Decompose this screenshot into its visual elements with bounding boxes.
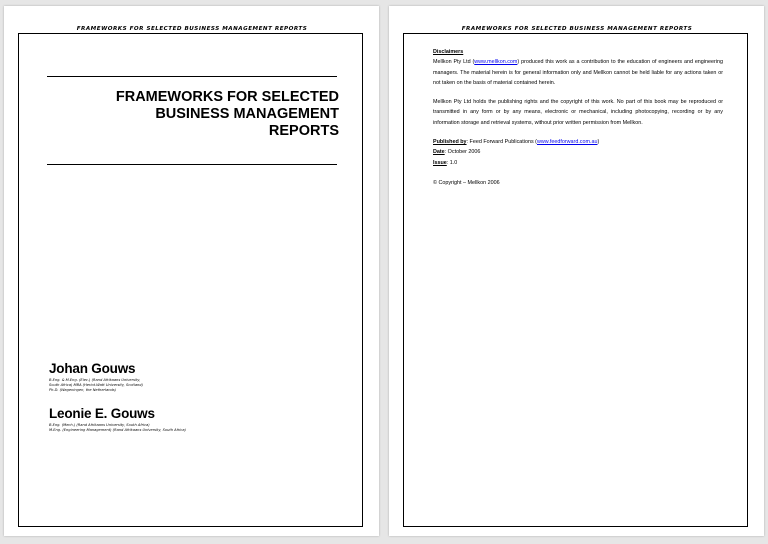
cover-title-line: FRAMEWORKS FOR SELECTED <box>115 89 339 105</box>
issue-value: : 1.0 <box>446 159 458 166</box>
cover-title-line: REPORTS <box>268 123 339 139</box>
cover-title-line: BUSINESS MANAGEMENT <box>155 106 339 122</box>
imprint-section <box>433 47 723 188</box>
credential-line: South Africa) MBA (Heriot-Watt University, Scotland) <box>49 383 143 387</box>
date-label: Date <box>433 149 445 156</box>
issue-label: Issue <box>433 159 447 166</box>
published-label: Published by <box>433 139 467 146</box>
author-block <box>49 361 143 393</box>
disclaimer-paragraph <box>433 57 723 88</box>
running-header: FRAMEWORKS FOR SELECTED BUSINESS MANAGEMENT REPORTS <box>76 26 308 32</box>
date-value: : October 2006 <box>444 149 481 156</box>
running-header: FRAMEWORKS FOR SELECTED BUSINESS MANAGEMENT REPORTS <box>461 26 693 32</box>
header-rule <box>47 33 337 34</box>
rights-paragraph: Mellkon Pty Ltd holds the publishing rights and the copyright of this work. No part of this book may be reproduced or transmitted in any form or by any means, electronic or mechanical, including photocopying, recording or by any information storage and retrieval systems, without prior written permission from Mellkon. <box>433 99 723 126</box>
copyright-line: © Copyright – Mellkon 2006 <box>433 179 500 186</box>
page-1 <box>4 6 379 536</box>
author-name: Johan Gouws <box>49 361 136 376</box>
date-line <box>433 147 723 157</box>
page-2 <box>389 6 764 536</box>
disclaimer-text: Mellkon Pty Ltd ( <box>433 59 475 66</box>
cover-title <box>79 89 339 140</box>
credential-line: B.Eng. & M.Eng. (Elec.) (Rand Afrikaans University, <box>49 378 141 382</box>
author-credentials <box>49 378 143 393</box>
credential-line: Ph.D. (Wageningen, the Netherlands) <box>49 388 117 392</box>
title-rule-bottom <box>47 164 337 165</box>
credential-line: B.Eng. (Mech.) (Rand Afrikaans University, South Africa) <box>49 423 150 427</box>
feedforward-link[interactable]: www.feedforward.com.au <box>536 139 598 146</box>
header-rule <box>432 33 722 34</box>
issue-line <box>433 158 723 168</box>
author-credentials <box>49 423 186 433</box>
published-by-line <box>433 137 723 147</box>
published-value: : Feed Forward Publications ( <box>466 139 537 146</box>
credential-line: M.Eng. (Engineering Management) (Rand Afrikaans University, South Africa) <box>49 428 186 432</box>
author-block <box>49 406 186 433</box>
disclaimer-text: ) produced this work as a contribution to the education of engineers and engineering managers. The material herein is for general information only and Mellkon cannot be held liable for any actions taken or not taken on the basis of material contained herein. <box>433 59 723 86</box>
published-value-end: ) <box>597 139 600 146</box>
disclaimers-heading: Disclaimers <box>433 49 464 55</box>
author-name: Leonie E. Gouws <box>49 406 155 421</box>
mellkon-link[interactable]: www.mellkon.com <box>474 59 518 66</box>
title-rule-top <box>47 76 337 77</box>
